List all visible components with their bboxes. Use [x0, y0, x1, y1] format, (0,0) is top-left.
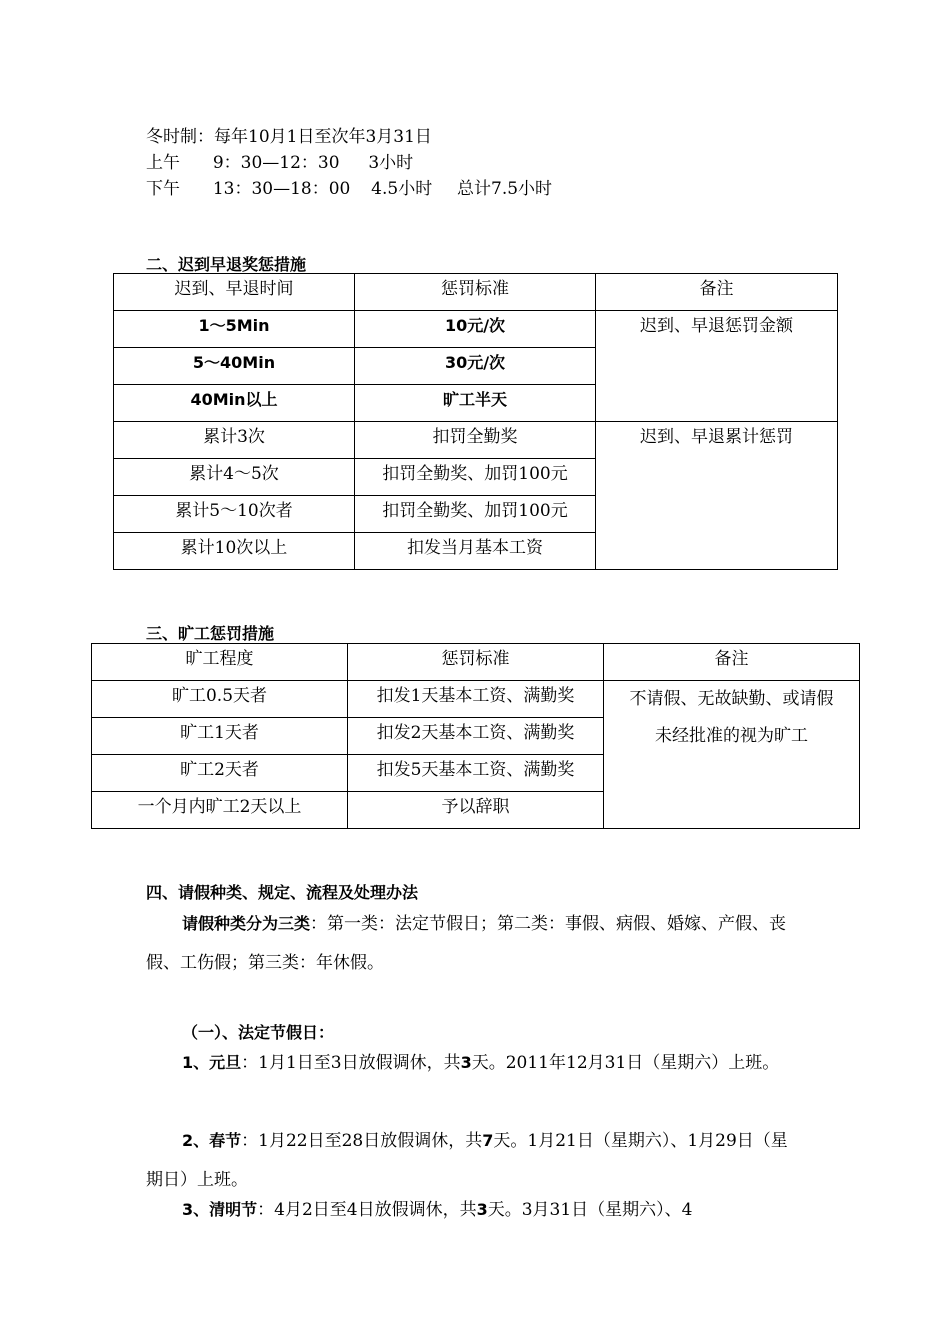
note-cell: [604, 681, 860, 829]
holiday-text: 天。1月21日（星期六）、1月29日（星期日）上班。: [146, 1131, 788, 1190]
total-hours: 总计7.5小时: [457, 179, 553, 199]
holiday-text: ：1月1日至3日放假调休，共: [241, 1053, 461, 1073]
table-cell: 40Min以上: [114, 385, 355, 422]
holiday-item: [146, 1121, 796, 1200]
holiday-text: ：1月22日至28日放假调休，共: [241, 1131, 483, 1151]
holiday-days: 7: [482, 1131, 494, 1150]
table-header-row: [114, 274, 838, 311]
table-cell: 一个月内旷工2天以上: [92, 792, 348, 829]
table-cell: 扣罚全勤奖: [355, 422, 596, 459]
morning-hours: 3小时: [368, 153, 414, 173]
note-line: 不请假、无故缺勤、或请假: [629, 689, 834, 709]
header-cell: 惩罚标准: [348, 644, 604, 681]
afternoon-label: 下午: [146, 179, 180, 199]
table-cell: 10元/次: [355, 311, 596, 348]
holiday-item: [146, 1190, 796, 1230]
winter-schedule: 冬时制：每年10月1日至次年3月31日: [146, 127, 432, 147]
table-cell: 累计10次以上: [114, 533, 355, 570]
table-row: [92, 681, 860, 718]
note-line: 未经批准的视为旷工: [655, 726, 808, 746]
table-cell: 扣罚全勤奖、加罚100元: [355, 496, 596, 533]
table-cell: 扣发5天基本工资、满勤奖: [348, 755, 604, 792]
leave-types-text: ：第一类：法定节假日；第二类：事假、病假、婚嫁、产假、丧假、工伤假；第三类：年休假。: [146, 914, 787, 973]
holiday-days: 3: [476, 1200, 488, 1219]
header-cell: 惩罚标准: [355, 274, 596, 311]
table-cell: 旷工1天者: [92, 718, 348, 755]
leave-types-label: 请假种类分为三类: [182, 914, 311, 933]
afternoon-time: 13：30—18：00: [212, 179, 351, 199]
table-cell: 旷工0.5天者: [92, 681, 348, 718]
table-cell: 予以辞职: [348, 792, 604, 829]
header-cell: 备注: [604, 644, 860, 681]
section2-heading: 二、迟到早退奖惩措施: [146, 255, 307, 274]
morning-schedule: [146, 150, 413, 176]
holidays-subheading: （一）、法定节假日：: [182, 1023, 335, 1042]
table-cell: 1～5Min: [114, 311, 355, 348]
table-cell: 扣发1天基本工资、满勤奖: [348, 681, 604, 718]
holiday-days: 3: [460, 1053, 472, 1072]
afternoon-schedule: [146, 176, 552, 202]
table-cell: 30元/次: [355, 348, 596, 385]
morning-label: 上午: [146, 153, 180, 173]
table-cell: 旷工半天: [355, 385, 596, 422]
table-cell: 累计3次: [114, 422, 355, 459]
absence-penalty-table: [91, 643, 860, 829]
leave-types-paragraph: [146, 904, 796, 983]
section4-heading: 四、请假种类、规定、流程及处理办法: [146, 883, 419, 902]
holiday-text: 天。2011年12月31日（星期六）上班。: [471, 1053, 780, 1073]
header-cell: 备注: [596, 274, 838, 311]
table-cell: 5～40Min: [114, 348, 355, 385]
holiday-label: 3、清明节: [182, 1200, 258, 1219]
table-row: [114, 422, 838, 459]
holiday-label: 1、元旦: [182, 1053, 242, 1072]
holiday-item: [146, 1043, 796, 1083]
holiday-text: 天。3月31日（星期六）、4: [487, 1200, 693, 1220]
table-header-row: [92, 644, 860, 681]
table-cell: 旷工2天者: [92, 755, 348, 792]
lateness-penalty-table: [113, 273, 838, 570]
holiday-text: ：4月2日至4日放假调休，共: [257, 1200, 477, 1220]
note-cell: 迟到、早退累计惩罚: [596, 422, 838, 570]
table-cell: 累计5～10次者: [114, 496, 355, 533]
note-cell: 迟到、早退惩罚金额: [596, 311, 838, 422]
table-row: [114, 311, 838, 348]
table-cell: 扣发2天基本工资、满勤奖: [348, 718, 604, 755]
header-cell: 迟到、早退时间: [114, 274, 355, 311]
holiday-label: 2、春节: [182, 1131, 242, 1150]
header-cell: 旷工程度: [92, 644, 348, 681]
table-cell: 累计4～5次: [114, 459, 355, 496]
morning-time: 9：30—12：30: [212, 153, 340, 173]
table-cell: 扣发当月基本工资: [355, 533, 596, 570]
section3-heading: 三、旷工惩罚措施: [146, 624, 275, 643]
table-cell: 扣罚全勤奖、加罚100元: [355, 459, 596, 496]
afternoon-hours: 4.5小时: [371, 179, 433, 199]
